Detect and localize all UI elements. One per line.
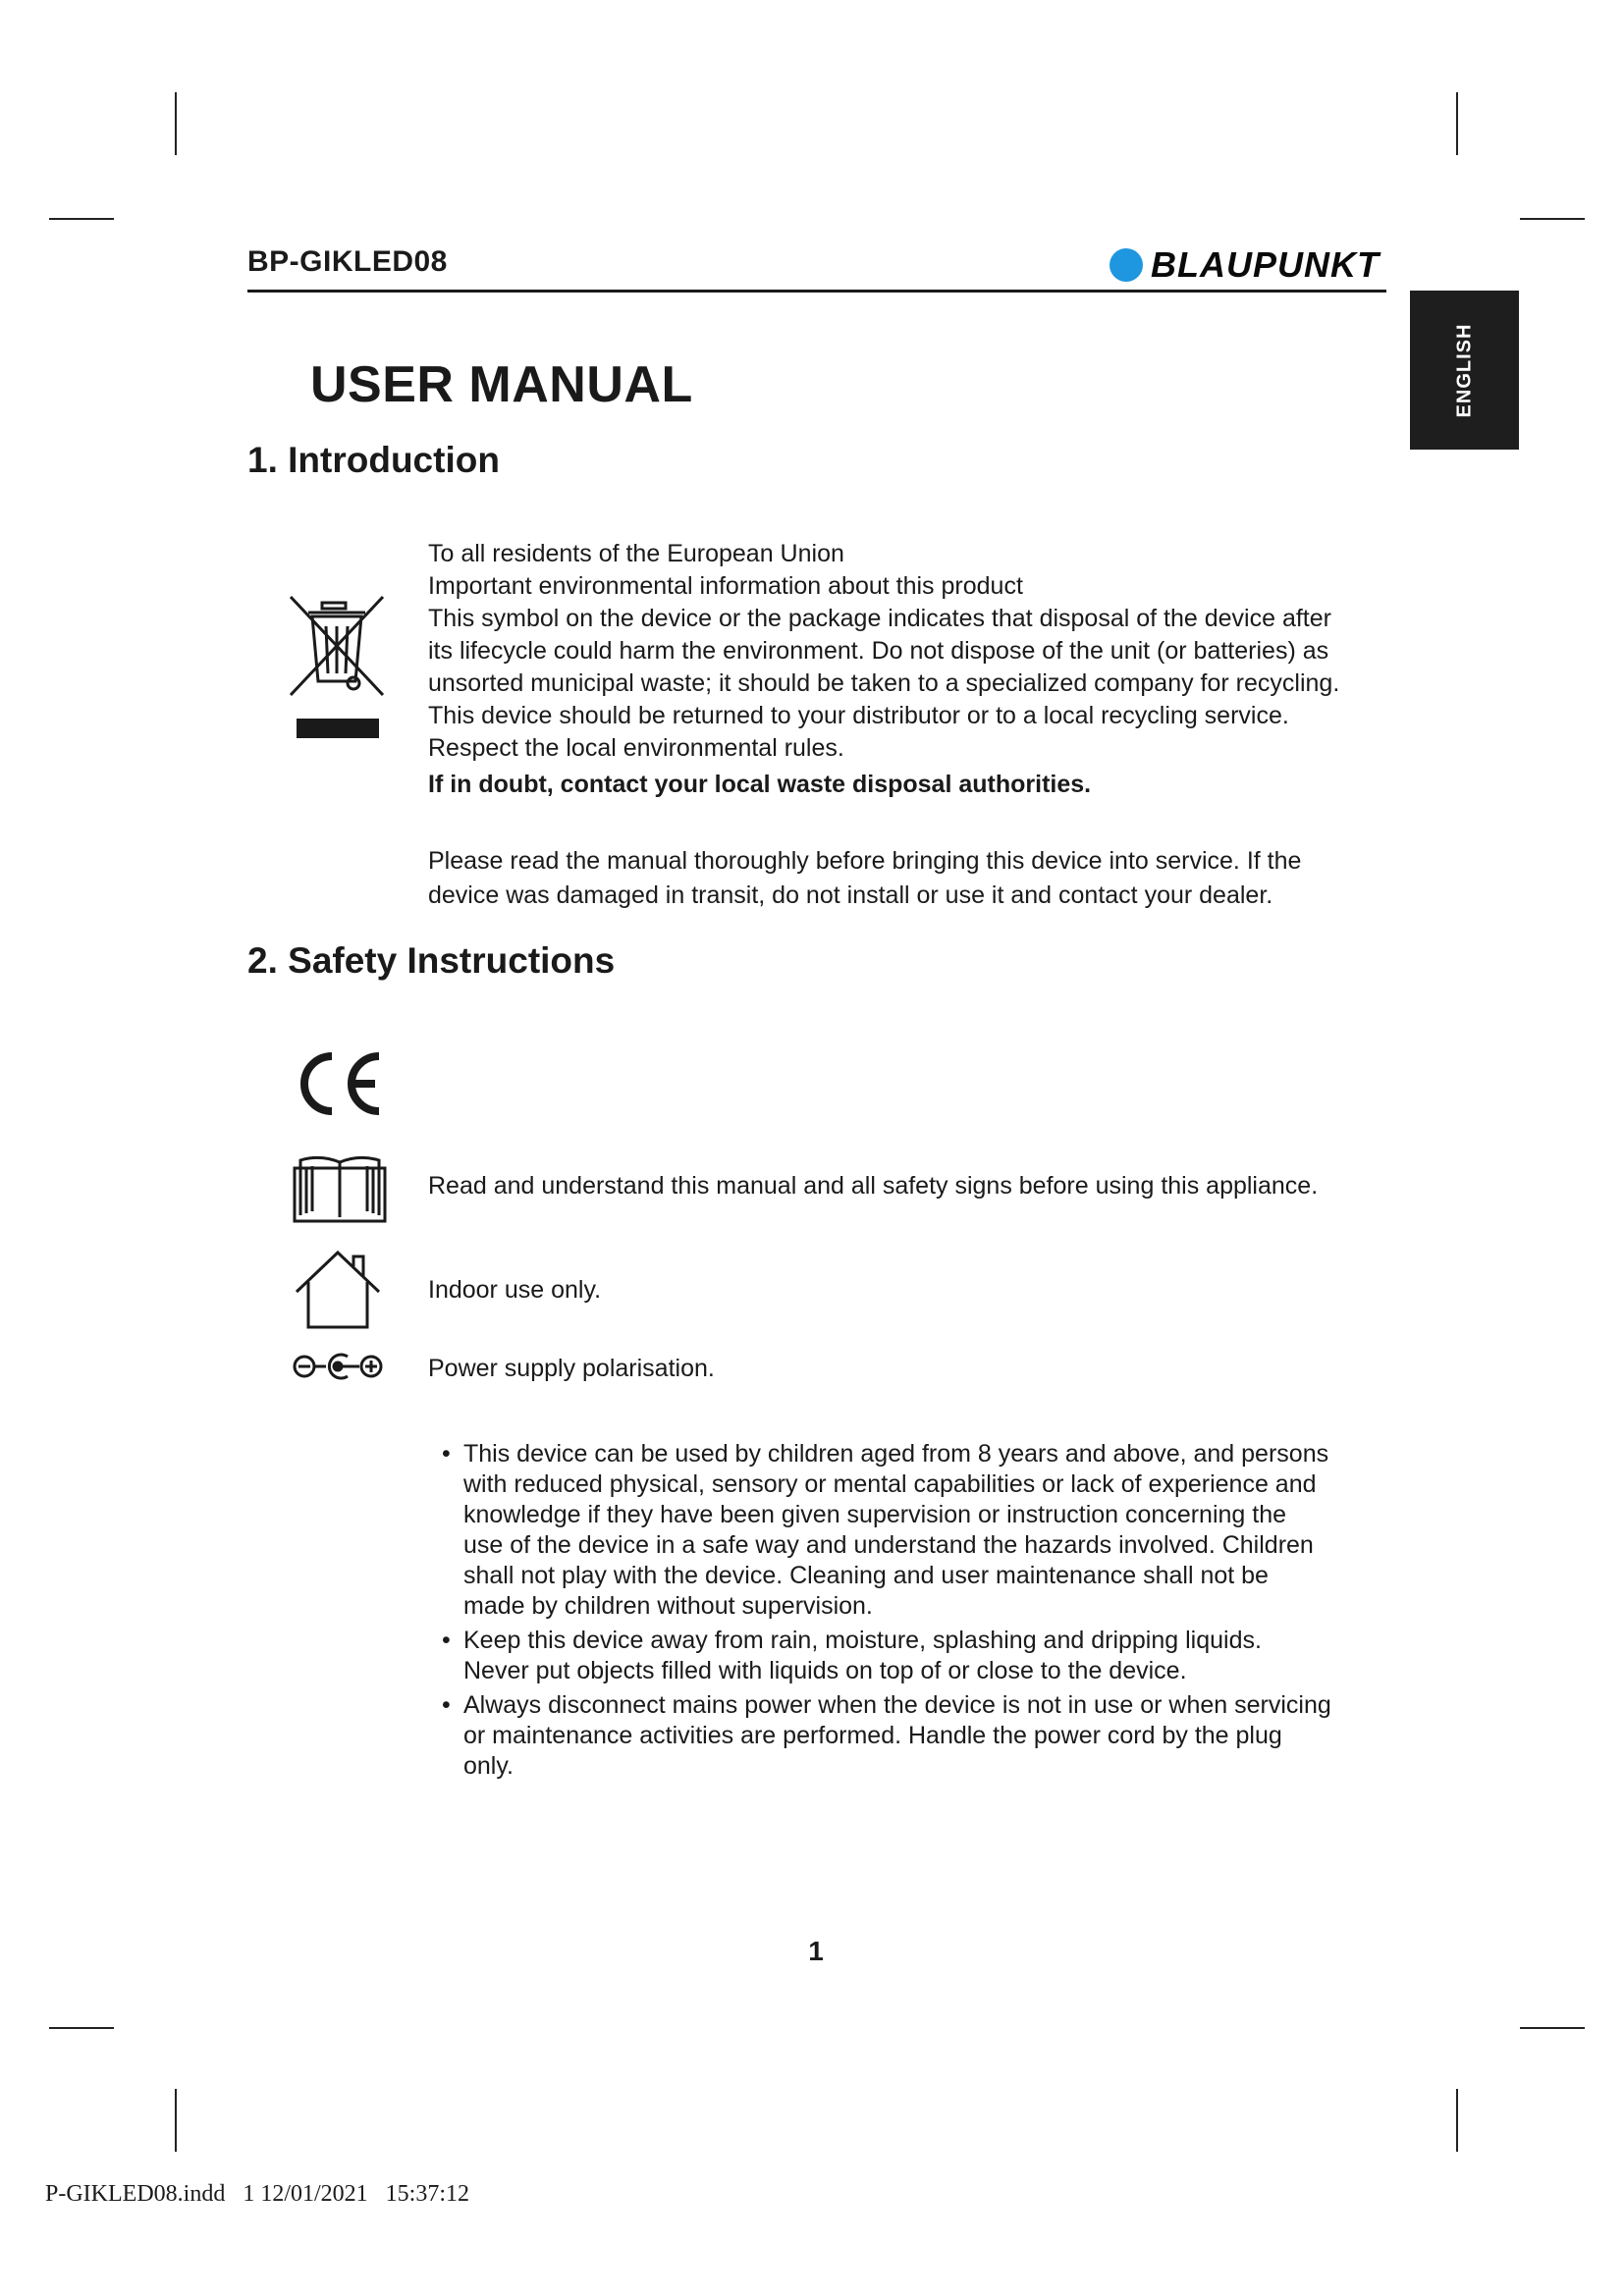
read-manual-icon bbox=[291, 1150, 389, 1225]
safety-bullet-list bbox=[428, 1439, 1331, 1786]
intro-line: This device should be returned to your distributor or to a local recycling service. Respect the local environmental rules. bbox=[428, 702, 1289, 762]
page-number: 1 bbox=[808, 1936, 824, 1966]
intro-line: To all residents of the European Union bbox=[428, 540, 844, 567]
crop-mark bbox=[1520, 218, 1585, 220]
list-item: • Always disconnect mains power when the device is not in use or when servicing or maintenance activities are performed. Handle the power cord by the plug only. bbox=[428, 1690, 1331, 1782]
page-title: USER MANUAL bbox=[310, 356, 693, 413]
intro-heading: 1. Introduction bbox=[247, 440, 500, 480]
crop-mark bbox=[1520, 2027, 1585, 2029]
print-slug: P-GIKLED08.indd 1 12/01/2021 15:37:12 bbox=[45, 2181, 469, 2207]
brand-dot-icon bbox=[1110, 248, 1143, 282]
weee-bin-icon bbox=[283, 593, 391, 740]
intro-line: This symbol on the device or the package indicates that disposal of the device after its lifecycle could harm the environment. Do not dispose of the unit (or batteries) as unsorted municipal waste; it should be taken to a specialized company for recycling. bbox=[428, 605, 1340, 697]
crop-mark bbox=[49, 218, 114, 220]
crop-mark bbox=[1456, 2089, 1458, 2152]
list-item: • This device can be used by children aged from 8 years and above, and persons with reduced physical, sensory or mental capabilities or lack of experience and knowledge if they have been given supervision or instruction concerning the use of the device in a safe way and understand the hazards involved. Children shall not play with the device. Cleaning and user maintenance shall not be made by children without supervision. bbox=[428, 1439, 1331, 1622]
language-tab-label: ENGLISH bbox=[1453, 323, 1475, 417]
crop-mark bbox=[175, 92, 177, 155]
header-divider bbox=[247, 290, 1386, 293]
indoor-text: Indoor use only. bbox=[428, 1276, 602, 1304]
language-tab bbox=[1410, 291, 1519, 450]
read-manual-text: Read and understand this manual and all safety signs before using this appliance. bbox=[428, 1172, 1319, 1200]
ce-mark-icon bbox=[293, 1048, 387, 1119]
intro-text bbox=[428, 538, 1351, 801]
brand-name: BLAUPUNKT bbox=[1151, 244, 1380, 285]
safety-heading: 2. Safety Instructions bbox=[247, 940, 616, 981]
list-item: • Keep this device away from rain, moisture, splashing and dripping liquids. Never put objects filled with liquids on top of or close to the device. bbox=[428, 1626, 1331, 1686]
crop-mark bbox=[49, 2027, 114, 2029]
polarity-text: Power supply polarisation. bbox=[428, 1355, 715, 1382]
house-icon bbox=[291, 1247, 385, 1331]
brand-logo bbox=[1110, 245, 1380, 285]
crop-mark bbox=[175, 2089, 177, 2152]
polarity-icon bbox=[291, 1351, 385, 1382]
crop-mark bbox=[1456, 92, 1458, 155]
intro-bold-line: If in doubt, contact your local waste disposal authorities. bbox=[428, 771, 1092, 798]
model-number: BP-GIKLED08 bbox=[247, 245, 448, 278]
intro-line: Important environmental information about this product bbox=[428, 572, 1023, 600]
intro-note: Please read the manual thoroughly before bringing this device into service. If the device was damaged in transit, do not install or use it and contact your dealer. bbox=[428, 847, 1302, 909]
